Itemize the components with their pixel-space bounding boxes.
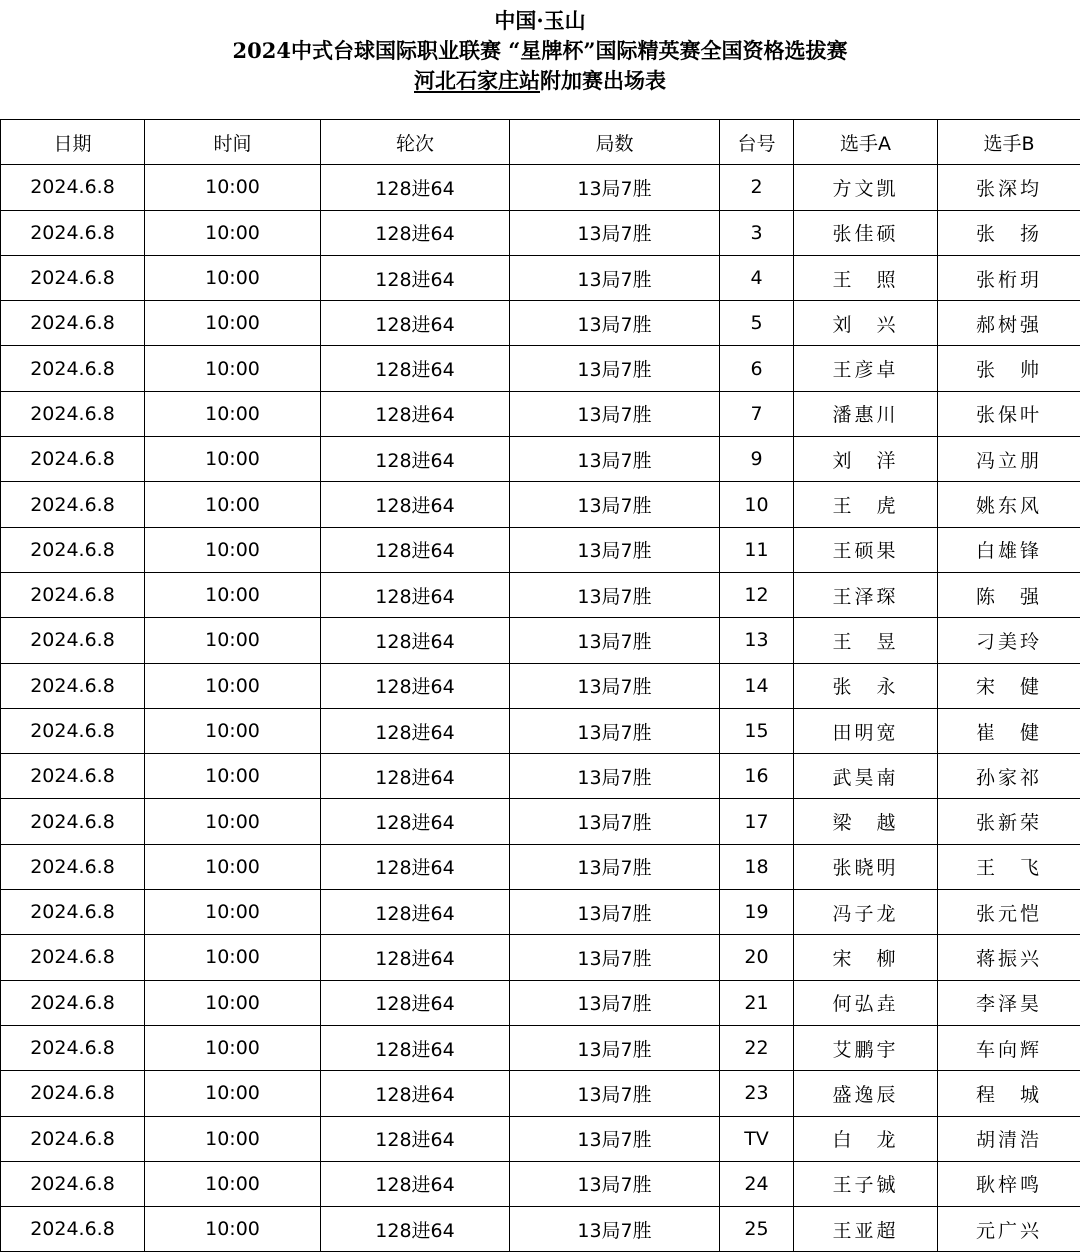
time-cell: 10:00 <box>145 301 321 346</box>
player-a-cell: 张 永 <box>794 663 938 708</box>
table-no-cell: 6 <box>720 346 794 391</box>
table-no-cell: 3 <box>720 210 794 255</box>
player-b-cell: 蒋振兴 <box>938 935 1080 980</box>
frames-cell: 13局7胜 <box>510 255 720 300</box>
player-a-cell: 王彦卓 <box>794 346 938 391</box>
round-cell: 128进64 <box>321 1071 510 1116</box>
frames-cell: 13局7胜 <box>510 527 720 572</box>
time-cell: 10:00 <box>145 1207 321 1252</box>
table-no-cell: 4 <box>720 255 794 300</box>
time-cell: 10:00 <box>145 663 321 708</box>
table-no-cell: 11 <box>720 527 794 572</box>
date-cell: 2024.6.8 <box>1 935 145 980</box>
frames-cell: 13局7胜 <box>510 1025 720 1070</box>
date-cell: 2024.6.8 <box>1 165 145 210</box>
player-a-cell: 刘 洋 <box>794 437 938 482</box>
table-no-cell: 14 <box>720 663 794 708</box>
player-a-cell: 王硕果 <box>794 527 938 572</box>
table-no-cell: 24 <box>720 1161 794 1206</box>
round-cell: 128进64 <box>321 165 510 210</box>
table-header-row <box>1 120 1080 165</box>
table-row <box>1 1207 1080 1252</box>
player-b-cell: 张新荣 <box>938 799 1080 844</box>
table-no-cell: 7 <box>720 391 794 436</box>
player-b-cell: 姚东风 <box>938 482 1080 527</box>
title-line-3-rest: 附加赛出场表 <box>540 68 666 93</box>
frames-cell: 13局7胜 <box>510 1161 720 1206</box>
player-b-cell: 元广兴 <box>938 1207 1080 1252</box>
date-cell: 2024.6.8 <box>1 527 145 572</box>
frames-cell: 13局7胜 <box>510 301 720 346</box>
player-a-cell: 盛逸辰 <box>794 1071 938 1116</box>
frames-cell: 13局7胜 <box>510 663 720 708</box>
table-row <box>1 844 1080 889</box>
frames-cell: 13局7胜 <box>510 1071 720 1116</box>
column-header-time: 时间 <box>145 120 321 165</box>
date-cell: 2024.6.8 <box>1 618 145 663</box>
table-row <box>1 346 1080 391</box>
title-line-2: 2024中式台球国际职业联赛 “星牌杯”国际精英赛全国资格选拔赛 <box>232 38 848 63</box>
player-a-cell: 张晓明 <box>794 844 938 889</box>
date-cell: 2024.6.8 <box>1 844 145 889</box>
table-no-cell: 23 <box>720 1071 794 1116</box>
table-no-cell: 9 <box>720 437 794 482</box>
table-no-cell: 12 <box>720 572 794 617</box>
frames-cell: 13局7胜 <box>510 165 720 210</box>
time-cell: 10:00 <box>145 527 321 572</box>
player-a-cell: 潘惠川 <box>794 391 938 436</box>
round-cell: 128进64 <box>321 437 510 482</box>
player-b-cell: 程 城 <box>938 1071 1080 1116</box>
player-a-cell: 王泽琛 <box>794 572 938 617</box>
date-cell: 2024.6.8 <box>1 1207 145 1252</box>
round-cell: 128进64 <box>321 346 510 391</box>
title-line-3 <box>0 66 1080 96</box>
date-cell: 2024.6.8 <box>1 210 145 255</box>
round-cell: 128进64 <box>321 1161 510 1206</box>
player-b-cell: 白雄锋 <box>938 527 1080 572</box>
player-a-cell: 宋 柳 <box>794 935 938 980</box>
player-a-cell: 冯子龙 <box>794 890 938 935</box>
time-cell: 10:00 <box>145 482 321 527</box>
frames-cell: 13局7胜 <box>510 1207 720 1252</box>
player-a-cell: 王 照 <box>794 255 938 300</box>
player-a-cell: 方文凯 <box>794 165 938 210</box>
table-row <box>1 572 1080 617</box>
table-row <box>1 663 1080 708</box>
frames-cell: 13局7胜 <box>510 346 720 391</box>
time-cell: 10:00 <box>145 165 321 210</box>
time-cell: 10:00 <box>145 754 321 799</box>
time-cell: 10:00 <box>145 1025 321 1070</box>
time-cell: 10:00 <box>145 572 321 617</box>
table-row <box>1 980 1080 1025</box>
round-cell: 128进64 <box>321 1116 510 1161</box>
player-a-cell: 田明宽 <box>794 708 938 753</box>
time-cell: 10:00 <box>145 618 321 663</box>
date-cell: 2024.6.8 <box>1 980 145 1025</box>
table-row <box>1 935 1080 980</box>
date-cell: 2024.6.8 <box>1 754 145 799</box>
column-header-player-b: 选手B <box>938 120 1080 165</box>
frames-cell: 13局7胜 <box>510 890 720 935</box>
player-a-cell: 刘 兴 <box>794 301 938 346</box>
time-cell: 10:00 <box>145 799 321 844</box>
player-b-cell: 郝树强 <box>938 301 1080 346</box>
frames-cell: 13局7胜 <box>510 1116 720 1161</box>
date-cell: 2024.6.8 <box>1 1116 145 1161</box>
round-cell: 128进64 <box>321 980 510 1025</box>
table-no-cell: TV <box>720 1116 794 1161</box>
table-no-cell: 21 <box>720 980 794 1025</box>
player-a-cell: 王亚超 <box>794 1207 938 1252</box>
time-cell: 10:00 <box>145 980 321 1025</box>
table-no-cell: 17 <box>720 799 794 844</box>
frames-cell: 13局7胜 <box>510 754 720 799</box>
date-cell: 2024.6.8 <box>1 799 145 844</box>
table-row <box>1 708 1080 753</box>
frames-cell: 13局7胜 <box>510 935 720 980</box>
round-cell: 128进64 <box>321 754 510 799</box>
table-no-cell: 16 <box>720 754 794 799</box>
time-cell: 10:00 <box>145 1116 321 1161</box>
document-title <box>0 6 1080 96</box>
date-cell: 2024.6.8 <box>1 890 145 935</box>
frames-cell: 13局7胜 <box>510 708 720 753</box>
match-schedule-table <box>0 119 1080 1252</box>
table-row <box>1 1161 1080 1206</box>
table-row <box>1 1071 1080 1116</box>
player-a-cell: 武昊南 <box>794 754 938 799</box>
venue-name: 河北石家庄站 <box>414 68 540 93</box>
column-header-date: 日期 <box>1 120 145 165</box>
frames-cell: 13局7胜 <box>510 799 720 844</box>
player-b-cell: 崔 健 <box>938 708 1080 753</box>
time-cell: 10:00 <box>145 708 321 753</box>
column-header-frames: 局数 <box>510 120 720 165</box>
table-no-cell: 10 <box>720 482 794 527</box>
frames-cell: 13局7胜 <box>510 482 720 527</box>
player-b-cell: 陈 强 <box>938 572 1080 617</box>
column-header-round: 轮次 <box>321 120 510 165</box>
date-cell: 2024.6.8 <box>1 346 145 391</box>
player-b-cell: 张元恺 <box>938 890 1080 935</box>
player-b-cell: 孙家祁 <box>938 754 1080 799</box>
player-b-cell: 刁美玲 <box>938 618 1080 663</box>
round-cell: 128进64 <box>321 1207 510 1252</box>
date-cell: 2024.6.8 <box>1 255 145 300</box>
round-cell: 128进64 <box>321 935 510 980</box>
date-cell: 2024.6.8 <box>1 1025 145 1070</box>
frames-cell: 13局7胜 <box>510 391 720 436</box>
table-row <box>1 482 1080 527</box>
time-cell: 10:00 <box>145 1161 321 1206</box>
player-b-cell: 张 扬 <box>938 210 1080 255</box>
time-cell: 10:00 <box>145 935 321 980</box>
player-b-cell: 车向辉 <box>938 1025 1080 1070</box>
table-row <box>1 799 1080 844</box>
round-cell: 128进64 <box>321 844 510 889</box>
table-row <box>1 301 1080 346</box>
time-cell: 10:00 <box>145 890 321 935</box>
frames-cell: 13局7胜 <box>510 618 720 663</box>
player-b-cell: 冯立朋 <box>938 437 1080 482</box>
column-header-table-no: 台号 <box>720 120 794 165</box>
table-row <box>1 437 1080 482</box>
table-row <box>1 527 1080 572</box>
player-a-cell: 王 昱 <box>794 618 938 663</box>
player-a-cell: 梁 越 <box>794 799 938 844</box>
time-cell: 10:00 <box>145 391 321 436</box>
time-cell: 10:00 <box>145 210 321 255</box>
round-cell: 128进64 <box>321 255 510 300</box>
table-row <box>1 890 1080 935</box>
date-cell: 2024.6.8 <box>1 482 145 527</box>
player-a-cell: 张佳硕 <box>794 210 938 255</box>
round-cell: 128进64 <box>321 799 510 844</box>
round-cell: 128进64 <box>321 1025 510 1070</box>
title-line-1: 中国·玉山 <box>494 8 586 33</box>
date-cell: 2024.6.8 <box>1 437 145 482</box>
time-cell: 10:00 <box>145 1071 321 1116</box>
player-b-cell: 张 帅 <box>938 346 1080 391</box>
date-cell: 2024.6.8 <box>1 391 145 436</box>
round-cell: 128进64 <box>321 391 510 436</box>
time-cell: 10:00 <box>145 346 321 391</box>
table-row <box>1 255 1080 300</box>
player-b-cell: 李泽昊 <box>938 980 1080 1025</box>
player-b-cell: 张桁玥 <box>938 255 1080 300</box>
round-cell: 128进64 <box>321 890 510 935</box>
player-b-cell: 张保叶 <box>938 391 1080 436</box>
table-row <box>1 1025 1080 1070</box>
time-cell: 10:00 <box>145 255 321 300</box>
date-cell: 2024.6.8 <box>1 1071 145 1116</box>
round-cell: 128进64 <box>321 663 510 708</box>
round-cell: 128进64 <box>321 618 510 663</box>
table-no-cell: 2 <box>720 165 794 210</box>
table-no-cell: 18 <box>720 844 794 889</box>
frames-cell: 13局7胜 <box>510 437 720 482</box>
round-cell: 128进64 <box>321 482 510 527</box>
time-cell: 10:00 <box>145 844 321 889</box>
table-row <box>1 165 1080 210</box>
player-a-cell: 何弘垚 <box>794 980 938 1025</box>
date-cell: 2024.6.8 <box>1 708 145 753</box>
player-b-cell: 宋 健 <box>938 663 1080 708</box>
player-b-cell: 胡清浩 <box>938 1116 1080 1161</box>
table-row <box>1 210 1080 255</box>
player-a-cell: 王子铖 <box>794 1161 938 1206</box>
player-a-cell: 王 虎 <box>794 482 938 527</box>
frames-cell: 13局7胜 <box>510 844 720 889</box>
table-no-cell: 15 <box>720 708 794 753</box>
frames-cell: 13局7胜 <box>510 572 720 617</box>
round-cell: 128进64 <box>321 708 510 753</box>
table-no-cell: 19 <box>720 890 794 935</box>
round-cell: 128进64 <box>321 527 510 572</box>
table-no-cell: 13 <box>720 618 794 663</box>
table-no-cell: 22 <box>720 1025 794 1070</box>
table-row <box>1 391 1080 436</box>
column-header-player-a: 选手A <box>794 120 938 165</box>
table-row <box>1 754 1080 799</box>
table-no-cell: 25 <box>720 1207 794 1252</box>
date-cell: 2024.6.8 <box>1 663 145 708</box>
frames-cell: 13局7胜 <box>510 210 720 255</box>
date-cell: 2024.6.8 <box>1 1161 145 1206</box>
table-row <box>1 1116 1080 1161</box>
player-b-cell: 张深均 <box>938 165 1080 210</box>
round-cell: 128进64 <box>321 210 510 255</box>
round-cell: 128进64 <box>321 301 510 346</box>
frames-cell: 13局7胜 <box>510 980 720 1025</box>
round-cell: 128进64 <box>321 572 510 617</box>
table-no-cell: 5 <box>720 301 794 346</box>
time-cell: 10:00 <box>145 437 321 482</box>
player-a-cell: 艾鹏宇 <box>794 1025 938 1070</box>
table-row <box>1 618 1080 663</box>
date-cell: 2024.6.8 <box>1 572 145 617</box>
player-a-cell: 白 龙 <box>794 1116 938 1161</box>
table-no-cell: 20 <box>720 935 794 980</box>
player-b-cell: 耿梓鸣 <box>938 1161 1080 1206</box>
player-b-cell: 王 飞 <box>938 844 1080 889</box>
date-cell: 2024.6.8 <box>1 301 145 346</box>
